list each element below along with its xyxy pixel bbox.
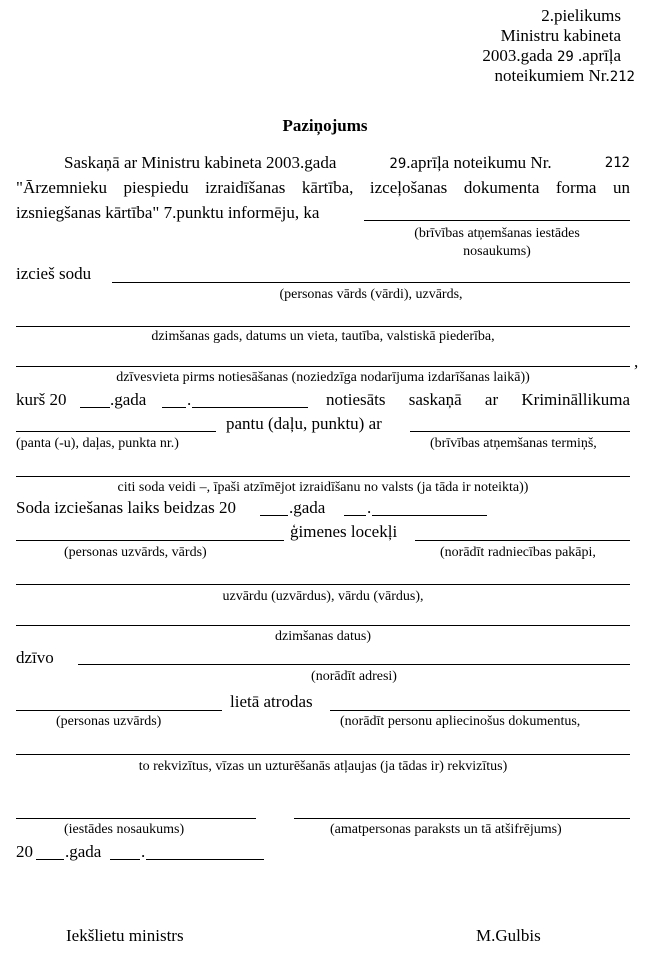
documents-hint: (norādīt personu apliecinošus dokumentus, — [340, 714, 581, 729]
person-name-hint: (personas vārds (vārdi), uzvārds, — [279, 287, 463, 302]
requisites-hint: to rekvizītus, vīzas un uzturēšanās atļaujas (ja tādas ir) rekvizītus) — [138, 759, 508, 774]
surname-line — [16, 710, 222, 711]
surnames-line — [16, 584, 630, 585]
inst-name-line — [16, 818, 256, 819]
header-line-1: 2.pielikums — [541, 6, 621, 25]
date-prefix: 20 — [16, 842, 33, 861]
intro-line-1: Saskaņā ar Ministru kabineta 2003.gada 29.aprīļa noteikumu Nr. 212 — [64, 153, 630, 172]
documents-line — [330, 710, 630, 711]
inst-name-hint: (iestādes nosaukums) — [64, 822, 185, 837]
who-month-line — [192, 407, 308, 408]
date-dot: . — [141, 842, 146, 861]
intro-line-2: "Ārzemnieku piespiedu izraidīšanas kārtība, izceļošanas dokumenta forma un — [16, 178, 630, 197]
date-year-line — [36, 859, 64, 860]
case-label: lietā atrodas — [230, 692, 313, 711]
ends-day-line — [344, 515, 366, 516]
who-dot: . — [187, 390, 192, 409]
person-name-line — [112, 282, 630, 283]
who-prefix: kurš 20 — [16, 390, 67, 409]
surname-hint: (personas uzvārds) — [56, 714, 162, 729]
address-line — [78, 664, 630, 665]
birth-info-line — [16, 326, 630, 327]
articles-label: pantu (daļu, punktu) ar — [226, 414, 382, 433]
ends-year-line — [260, 515, 288, 516]
ends-dot: . — [367, 498, 372, 517]
surnames-hint: uzvārdu (uzvārdus), vārdu (vārdus), — [222, 589, 424, 604]
family-label: ģimenes locekļi — [290, 522, 398, 541]
institution-hint-2: nosaukums) — [463, 244, 531, 259]
ends-gada: .gada — [289, 498, 326, 517]
article-line — [16, 431, 216, 432]
minister-position: Iekšlietu ministrs — [66, 926, 184, 945]
who-gada: .gada — [110, 390, 147, 409]
signature-hint: (amatpersonas paraksts un tā atšifrējums) — [330, 822, 562, 837]
who-convicted: notiesāts saskaņā ar Krimināllikuma — [326, 390, 630, 409]
residence-hint: dzīvesvieta pirms notiesāšanas (noziedzīga nodarījuma izdarīšanas laikā)) — [116, 370, 530, 385]
term-line — [410, 431, 630, 432]
member-name-hint: (personas uzvārds, vārds) — [64, 545, 207, 560]
header-line-4: noteikumiem Nr.212 — [494, 66, 635, 85]
signature-line — [294, 818, 630, 819]
birth-dates-hint: dzimšanas datus) — [274, 629, 372, 644]
lives-label: dzīvo — [16, 648, 54, 667]
other-penalties-hint: citi soda veidi –, īpaši atzīmējot izraidīšanu no valsts (ja tāda ir noteikta)) — [117, 480, 529, 495]
member-name-line — [16, 540, 284, 541]
ends-prefix: Soda izciešanas laiks beidzas 20 — [16, 498, 236, 517]
who-year-line — [80, 407, 110, 408]
kinship-line — [415, 540, 630, 541]
birth-info-hint: dzimšanas gads, datums un vieta, tautība, valstiskā piederība, — [151, 329, 495, 344]
kinship-hint: (norādīt radniecības pakāpi, — [440, 545, 596, 560]
article-hint: (panta (-u), daļas, punkta nr.) — [16, 436, 179, 451]
header-line-2: Ministru kabineta — [500, 26, 621, 45]
date-day-line — [110, 859, 140, 860]
date-gada: .gada — [65, 842, 102, 861]
who-day-line — [162, 407, 186, 408]
term-hint: (brīvības atņemšanas termiņš, — [430, 436, 597, 451]
header-line-3: 2003.gada 29 .aprīļa — [482, 46, 621, 65]
institution-hint-1: (brīvības atņemšanas iestādes — [414, 226, 580, 241]
intro-line-3: izsniegšanas kārtība" 7.punktu informēju, ka — [16, 203, 320, 222]
date-month-line — [146, 859, 264, 860]
residence-line — [16, 366, 630, 367]
residence-comma: , — [634, 352, 639, 371]
other-penalties-line — [16, 476, 630, 477]
institution-line — [364, 220, 630, 221]
serves-label: izcieš sodu — [16, 264, 92, 283]
minister-name: M.Gulbis — [476, 926, 541, 945]
address-hint: (norādīt adresi) — [311, 669, 397, 684]
requisites-line — [16, 754, 630, 755]
birth-dates-line — [16, 625, 630, 626]
ends-month-line — [372, 515, 487, 516]
page-title: Paziņojums — [282, 116, 368, 135]
